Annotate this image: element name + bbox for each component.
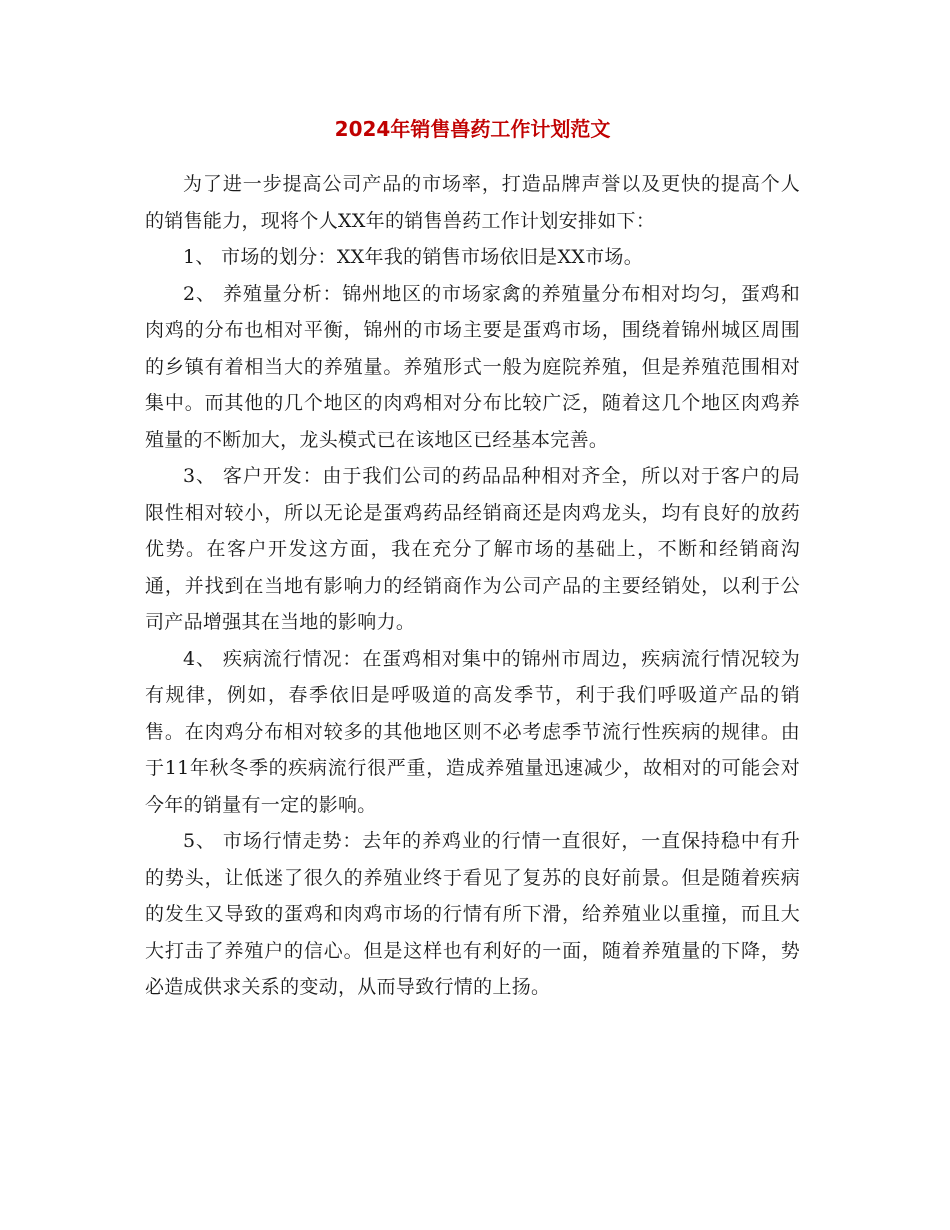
paragraph-intro: 为了进一步提高公司产品的市场率，打造品牌声誉以及更快的提高个人的销售能力，现将个人XX年的销售兽药工作计划安排如下： <box>145 173 800 232</box>
document-title: 2024年销售兽药工作计划范文 <box>334 117 611 141</box>
paragraph-breeding-analysis: 2、 养殖量分析：锦州地区的市场家禽的养殖量分布相对均匀，蛋鸡和肉鸡的分布也相对平衡，锦州的市场主要是蛋鸡市场，围绕着锦州城区周围的乡镇有着相当大的养殖量。养殖形式一般为庭院养殖，但是养殖范围相对集中。而其他的几个地区的肉鸡相对分布比较广泛，随着这几个地区肉鸡养殖量的不断加大，龙头模式已在该地区已经基本完善。 <box>145 282 800 451</box>
paragraph-disease-situation: 4、 疾病流行情况：在蛋鸡相对集中的锦州市周边，疾病流行情况较为有规律，例如，春季依旧是呼吸道的高发季节，利于我们呼吸道产品的销售。在肉鸡分布相对较多的其他地区则不必考虑季节流行性疾病的规律。由于11年秋冬季的疾病流行很严重，造成养殖量迅速减少，故相对的可能会对今年的销量有一定的影响。 <box>145 647 800 816</box>
paragraph-market-trend: 5、 市场行情走势：去年的养鸡业的行情一直很好，一直保持稳中有升的势头，让低迷了很久的养殖业终于看见了复苏的良好前景。但是随着疾病的发生又导致的蛋鸡和肉鸡市场的行情有所下滑，给养殖业以重撞，而且大大打击了养殖户的信心。但是这样也有利好的一面，随着养殖量的下降，势必造成供求关系的变动，从而导致行情的上扬。 <box>145 830 800 998</box>
paragraph-customer-development: 3、 客户开发：由于我们公司的药品品种相对齐全，所以对于客户的局限性相对较小，所以无论是蛋鸡药品经销商还是肉鸡龙头，均有良好的放药优势。在客户开发这方面，我在充分了解市场的基础上，不断和经销商沟通，并找到在当地有影响力的经销商作为公司产品的主要经销处，以利于公司产品增强其在当地的影响力。 <box>145 465 800 633</box>
paragraph-market-division: 1、 市场的划分：XX年我的销售市场依旧是XX市场。 <box>183 246 644 268</box>
